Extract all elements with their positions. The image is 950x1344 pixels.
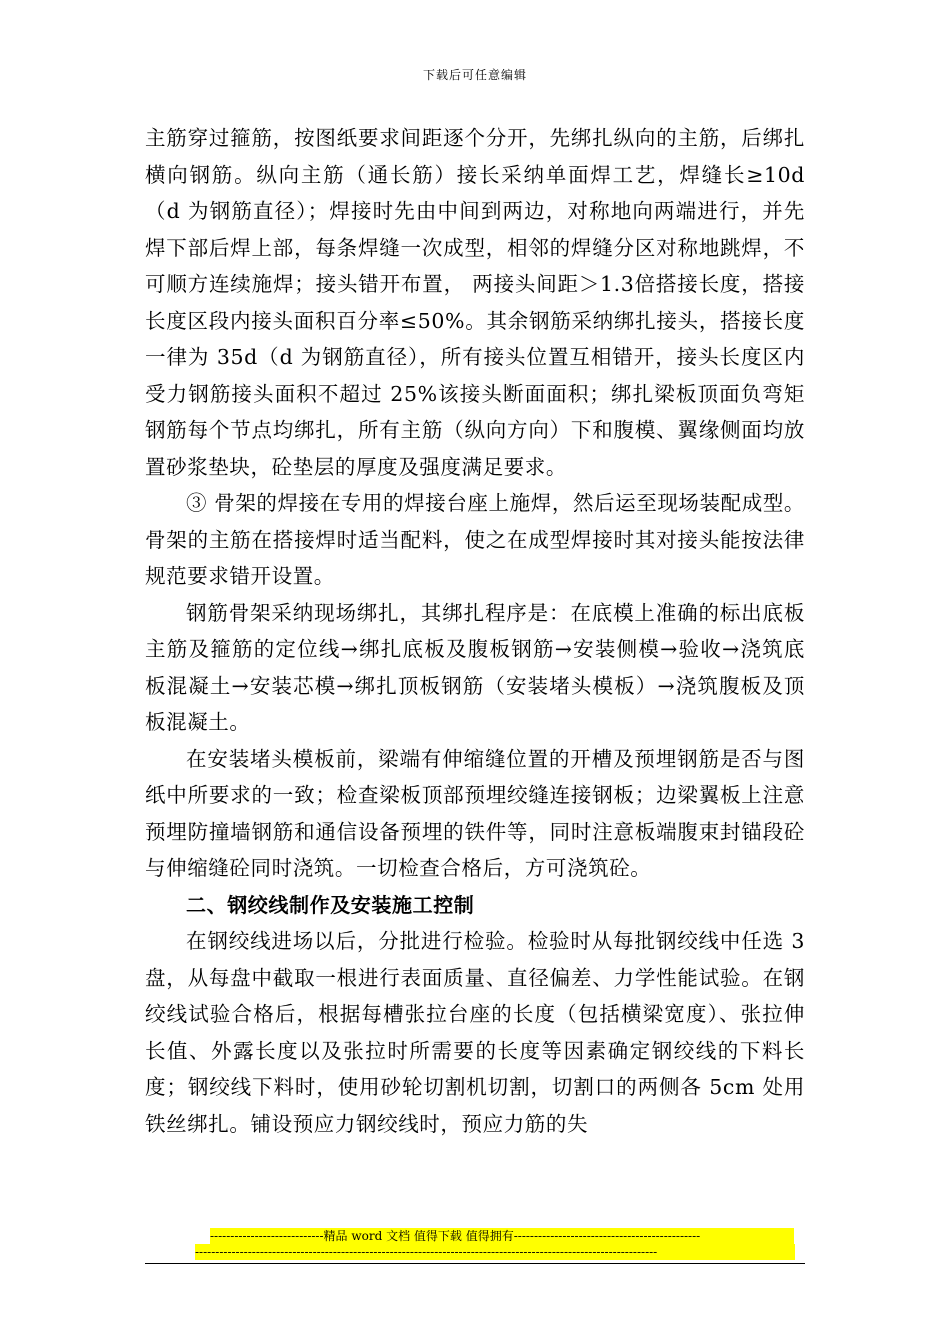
paragraph-skeleton-welding: ③ 骨架的焊接在专用的焊接台座上施焊，然后运至现场装配成型。骨架的主筋在搭接焊时适当配料，使之在成型焊接时其对接头能按法律规范要求错开设置。 (145, 491, 806, 588)
page-footer (195, 1228, 795, 1260)
paragraph-binding-procedure: 钢筋骨架采纳现场绑扎，其绑扎程序是：在底模上准确的标出底板主筋及箍筋的定位线→绑扎底板及腹板钢筋→安装侧模→验收→浇筑底板混凝土→安装芯模→绑扎顶板钢筋（安装堵头模板）→浇筑腹板及顶板混凝土。 (145, 600, 805, 734)
footer-banner-line: ----------------------------精品 word 文档 值得下载 值得拥有---------------------------------------------- (210, 1228, 794, 1244)
footer-rule (145, 1263, 805, 1264)
paragraph-strand-inspection: 在钢绞线进场以后，分批进行检验。检验时从每批钢绞线中任选 3 盘，从每盘中截取一根进行表面质量、直径偏差、力学性能试验。在钢绞线试验合格后，根据每槽张拉台座的长度（包括横梁宽度）、张拉伸长值、外露长度以及张拉时所需要的长度等因素确定钢绞线的下料长度；钢绞线下料时，使用砂轮切割机切割，切割口的两侧各 5cm 处用铁丝绑扎。铺设预应力钢绞线时，预应力筋的失 (145, 929, 805, 1136)
footer-dash-line: ------------------------------------------------------------------------------------------------------------------ (195, 1244, 795, 1260)
page-header: 下载后可任意编辑 (422, 68, 527, 82)
paragraph-end-formwork: 在安装堵头模板前，梁端有伸缩缝位置的开槽及预埋钢筋是否与图纸中所要求的一致；检查梁板顶部预埋绞缝连接钢板；边梁翼板上注意预埋防撞墙钢筋和通信设备预埋的铁件等，同时注意板端腹束封锚段砼与伸缩缝砼同时浇筑。一切检查合格后，方可浇筑砼。 (145, 746, 805, 880)
paragraph-rebar-binding: 主筋穿过箍筋，按图纸要求间距逐个分开，先绑扎纵向的主筋，后绑扎横向钢筋。纵向主筋（通长筋）接长采纳单面焊工艺，焊缝长≥10d（d 为钢筋直径）；焊接时先由中间到两边，对称地向两端进行，并先焊下部后焊上部，每条焊缝一次成型，相邻的焊缝分区对称地跳焊，不可顺方连续施焊；接头错开布置， 两接头间距＞1.3倍搭接长度，搭接长度区段内接头面积百分率≤50%。其余钢筋采纳绑扎接头，搭接长度一律为 35d（d 为钢筋直径），所有接头位置互相错开，接头长度区内受力钢筋接头面积不超过 25%该接头断面面积；绑扎梁板顶面负弯矩钢筋每个节点均绑扎，所有主筋（纵向方向）下和腹模、翼缘侧面均放置砂浆垫块，砼垫层的厚度及强度满足要求。 (145, 126, 805, 479)
document-body (145, 120, 805, 1142)
section-heading: 二、钢绞线制作及安装施工控制 (186, 892, 475, 917)
